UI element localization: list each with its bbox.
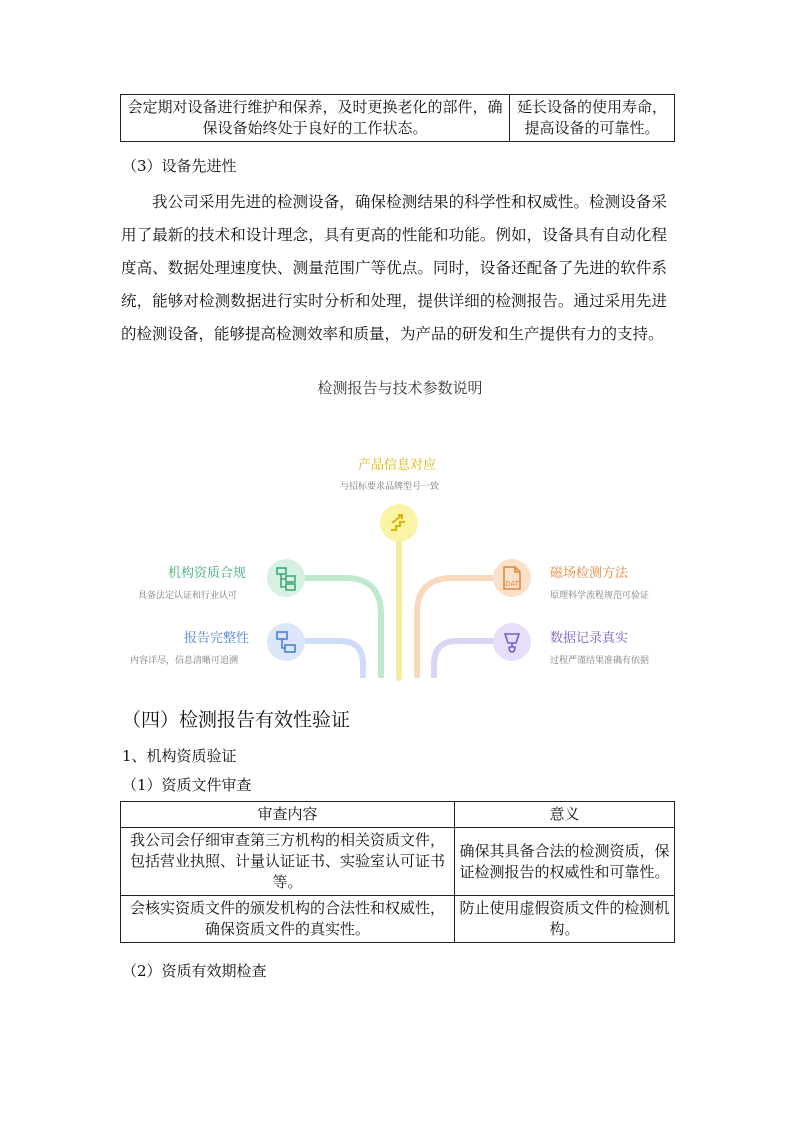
- table-header-cell: 审查内容: [121, 802, 455, 828]
- qualification-review-table: [120, 801, 675, 943]
- infographic-sub-right1: 原理科学流程规范可验证: [550, 591, 650, 601]
- subsection-title-document-review: （1）资质文件审查: [122, 776, 252, 794]
- connector-left2: [305, 641, 363, 678]
- table-cell: 我公司会仔细审查第三方机构的相关资质文件，包括营业执照、计量认证证书、实验室认可证书等。: [121, 828, 455, 896]
- subsection-title-qualification: 1、机构资质验证: [122, 747, 237, 765]
- flowchart-icon: [267, 623, 305, 661]
- section-title-equipment-advancement: （3）设备先进性: [122, 157, 237, 175]
- subsection-title-validity-check: （2）资质有效期检查: [122, 962, 267, 980]
- infographic-label-left1: 机构资质合规: [168, 566, 247, 581]
- table-header-row: [121, 802, 675, 828]
- connector-right1: [417, 578, 494, 678]
- table-row: [121, 95, 675, 142]
- infographic-sub-left1: 具备法定认证和行业认可: [138, 591, 238, 601]
- table-row: [121, 896, 675, 943]
- infographic-title: 检测报告与技术参数说明: [317, 379, 483, 397]
- paragraph-equipment-advancement: 我公司采用先进的检测设备，确保检测结果的科学性和权威性。检测设备采用了最新的技术和设计理念，具有更高的性能和功能。例如，设备具有自动化程度高、数据处理速度快、测量范围广等优点。同时，设备还配备了先进的软件系统，能够对检测数据进行实时分析和处理，提供详细的检测报告。通过采用先进的检测设备，能够提高检测效率和质量，为产品的研发和生产提供有力的支持。: [121, 193, 667, 343]
- infographic-label-right2: 数据记录真实: [550, 631, 629, 646]
- table-row: [121, 828, 675, 896]
- lamp-icon: [493, 623, 531, 661]
- table-cell: 会核实资质文件的颁发机构的合法性和权威性，确保资质文件的真实性。: [121, 896, 455, 943]
- svg-text:DAT: DAT: [505, 580, 519, 588]
- infographic-label-right1: 磁场检测方法: [550, 566, 629, 581]
- stairs-arrow-icon: [380, 504, 418, 542]
- table-header-cell: 意义: [455, 802, 675, 828]
- table-cell: 会定期对设备进行维护和保养，及时更换老化的部件，确保设备始终处于良好的工作状态。: [121, 95, 510, 142]
- equipment-maintenance-table: [120, 94, 675, 142]
- dat-file-icon: [493, 559, 531, 597]
- table-cell: 确保其具备合法的检测资质，保证检测报告的权威性和可靠性。: [455, 828, 675, 896]
- hierarchy-icon: [267, 559, 305, 597]
- table-cell: 延长设备的使用寿命，提高设备的可靠性。: [510, 95, 675, 142]
- connector-right2: [434, 641, 494, 678]
- infographic-sub-right2: 过程严谨结果准确有依据: [550, 656, 650, 666]
- infographic-label-left2: 报告完整性: [184, 631, 250, 646]
- connector-left1: [305, 578, 381, 678]
- infographic-label-top: 产品信息对应: [358, 458, 437, 473]
- infographic-sub-top: 与招标要求品牌型号一致: [340, 482, 440, 492]
- infographic-sub-left2: 内容详尽，信息清晰可追溯: [130, 656, 239, 666]
- table-cell: 防止使用虚假资质文件的检测机构。: [455, 896, 675, 943]
- section-heading-report-validity: （四）检测报告有效性验证: [122, 709, 351, 731]
